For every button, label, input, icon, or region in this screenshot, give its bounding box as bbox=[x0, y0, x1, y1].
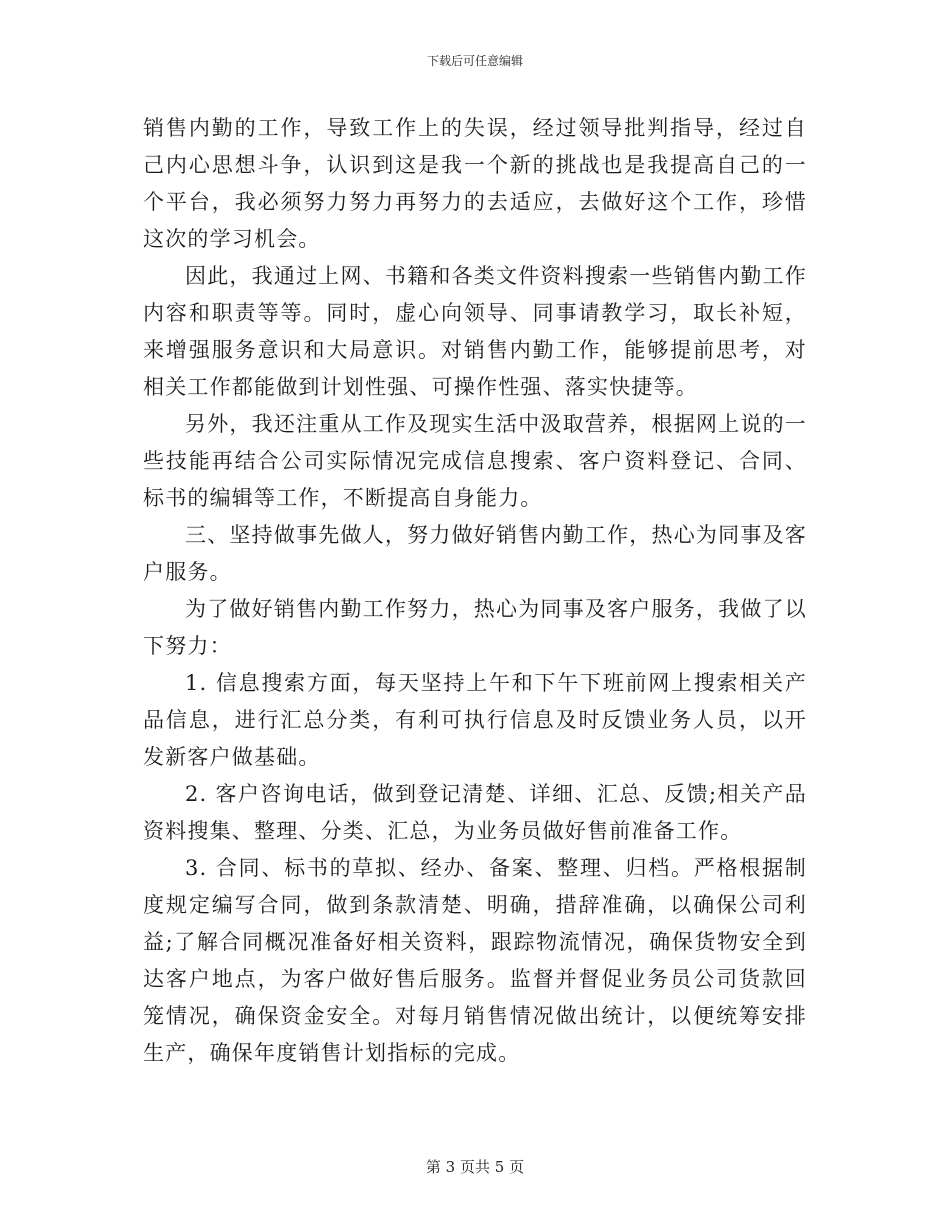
list-item-2: 2. 客户咨询电话，做到登记清楚、详细、汇总、反馈;相关产品资料搜集、整理、分类、汇总，为业务员做好售前准备工作。 bbox=[143, 782, 807, 843]
paragraph-learning: 另外，我还注重从工作及现实生活中汲取营养，根据网上说的一些技能再结合公司实际情况完成信息搜索、客户资料登记、合同、标书的编辑等工作，不断提高自身能力。 bbox=[143, 412, 807, 510]
section-heading-three: 三、坚持做事先做人，努力做好销售内勤工作，热心为同事及客户服务。 bbox=[143, 523, 807, 584]
paragraph-efforts-intro: 为了做好销售内勤工作努力，热心为同事及客户服务，我做了以下努力： bbox=[143, 597, 807, 658]
paragraph-continuation: 销售内勤的工作，导致工作上的失误，经过领导批判指导，经过自己内心思想斗争，认识到这是我一个新的挑战也是我提高自己的一个平台，我必须努力努力再努力的去适应，去做好这个工作，珍惜这次的学习机会。 bbox=[143, 116, 807, 251]
page-header: 下载后可任意编辑 bbox=[426, 54, 523, 68]
list-item-3: 3. 合同、标书的草拟、经办、备案、整理、归档。严格根据制度规定编写合同，做到条款清楚、明确，措辞准确，以确保公司利益;了解合同概况准备好相关资料，跟踪物流情况，确保货物安全到达客户地点，为客户做好售后服务。监督并督促业务员公司货款回笼情况，确保资金安全。对每月销售情况做出统计，以便统筹安排生产，确保年度销售计划指标的完成。 bbox=[143, 856, 807, 1065]
page-footer: 第 3 页共 5 页 bbox=[425, 1158, 525, 1176]
list-item-1: 1. 信息搜索方面，每天坚持上午和下午下班前网上搜索相关产品信息，进行汇总分类，有利可执行信息及时反馈业务人员，以开发新客户做基础。 bbox=[143, 671, 807, 769]
paragraph-research: 因此，我通过上网、书籍和各类文件资料搜索一些销售内勤工作内容和职责等等。同时，虚心向领导、同事请教学习，取长补短，来增强服务意识和大局意识。对销售内勤工作，能够提前思考，对相关工作都能做到计划性强、可操作性强、落实快捷等。 bbox=[143, 264, 807, 399]
document-body bbox=[143, 110, 807, 1072]
